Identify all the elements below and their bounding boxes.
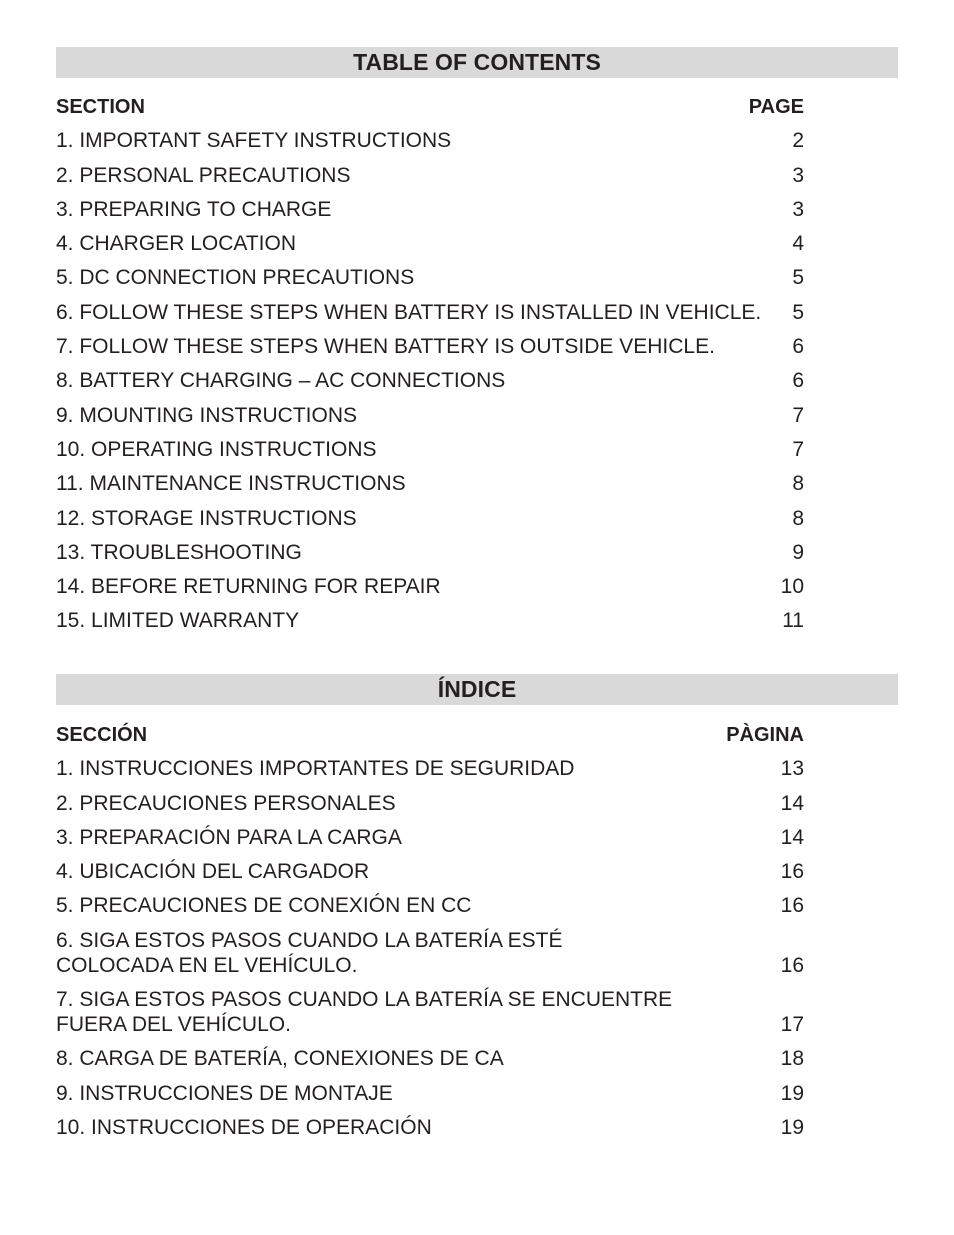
toc-header-row [56, 95, 804, 119]
toc-entry-page: 18 [780, 1047, 804, 1071]
table-of-contents-english [56, 47, 898, 633]
toc-entry[interactable] [56, 1081, 804, 1106]
indice-title-banner [56, 674, 898, 705]
toc-entry-title: 14. BEFORE RETURNING FOR REPAIR [56, 575, 441, 599]
toc-entry-page: 10 [780, 575, 804, 599]
toc-entry-title-line: 7. SIGA ESTOS PASOS CUANDO LA BATERÍA SE ENCUENTRE [56, 988, 673, 1012]
toc-entry-title: 12. STORAGE INSTRUCTIONS [56, 506, 357, 530]
toc-entry-page: 6 [792, 369, 804, 393]
toc-entry-page: 16 [780, 860, 804, 884]
toc-entry-title-line: FUERA DEL VEHÍCULO. [56, 1013, 291, 1037]
indice-title: ÍNDICE [437, 676, 517, 702]
toc-entry[interactable] [56, 1115, 804, 1140]
toc-title: TABLE OF CONTENTS [353, 49, 601, 75]
toc-entry[interactable] [56, 265, 804, 290]
toc-entry-page: 3 [792, 163, 804, 187]
toc-title-banner [56, 47, 898, 78]
toc-entry-page: 17 [780, 1013, 804, 1037]
toc-entry-title: 5. PRECAUCIONES DE CONEXIÓN EN CC [56, 894, 472, 918]
toc-entry[interactable] [56, 928, 804, 978]
section-column-header: SECCIÓN [56, 724, 148, 746]
toc-entry-title: 11. MAINTENANCE INSTRUCTIONS [56, 472, 406, 496]
toc-entry-title: 15. LIMITED WARRANTY [56, 609, 300, 633]
toc-entry[interactable] [56, 197, 804, 222]
toc-entry[interactable] [56, 540, 804, 565]
toc-entry-page: 6 [792, 335, 804, 359]
toc-entry[interactable] [56, 825, 804, 850]
toc-entry[interactable] [56, 163, 804, 188]
toc-entry[interactable] [56, 608, 804, 633]
toc-entry-page: 7 [792, 403, 804, 427]
toc-entry-page: 3 [792, 197, 804, 221]
page-column-header: PAGE [748, 96, 804, 118]
toc-entry[interactable] [56, 987, 804, 1037]
toc-entry-title: 5. DC CONNECTION PRECAUTIONS [56, 266, 415, 290]
toc-entry-page: 16 [780, 953, 804, 977]
toc-entry-page: 7 [792, 437, 804, 461]
toc-entry[interactable] [56, 1046, 804, 1071]
toc-entry-page: 8 [792, 506, 804, 530]
page-column-header: PÀGINA [726, 724, 804, 746]
indice-header-row [56, 723, 804, 747]
toc-entry[interactable] [56, 506, 804, 531]
toc-entry[interactable] [56, 368, 804, 393]
toc-entry-page: 5 [792, 266, 804, 290]
toc-entry[interactable] [56, 756, 804, 781]
toc-entry-title: 8. CARGA DE BATERÍA, CONEXIONES DE CA [56, 1047, 504, 1071]
toc-entry-page: 14 [780, 825, 804, 849]
toc-entry-title: 10. OPERATING INSTRUCTIONS [56, 437, 377, 461]
toc-entry-title: 10. INSTRUCCIONES DE OPERACIÓN [56, 1115, 432, 1139]
toc-entry-title: 1. IMPORTANT SAFETY INSTRUCTIONS [56, 129, 452, 153]
toc-entry[interactable] [56, 574, 804, 599]
toc-entry-page: 19 [780, 1115, 804, 1139]
toc-entry[interactable] [56, 128, 804, 153]
toc-entry-page: 16 [780, 894, 804, 918]
toc-entry-title: 4. UBICACIÓN DEL CARGADOR [56, 860, 370, 884]
section-column-header: SECTION [56, 96, 145, 118]
toc-entry-title: 2. PERSONAL PRECAUTIONS [56, 163, 351, 187]
toc-entry[interactable] [56, 859, 804, 884]
toc-entry-title: 9. MOUNTING INSTRUCTIONS [56, 403, 358, 427]
toc-entry-title [56, 928, 777, 978]
toc-entry-page: 2 [792, 129, 804, 153]
toc-entry-page: 5 [792, 300, 804, 324]
toc-entry-title: 6. FOLLOW THESE STEPS WHEN BATTERY IS INSTALLED IN VEHICLE. [56, 300, 762, 324]
toc-entry-title: 13. TROUBLESHOOTING [56, 540, 302, 564]
toc-entry-page: 9 [792, 540, 804, 564]
toc-entry-title-line: 6. SIGA ESTOS PASOS CUANDO LA BATERÍA ESTÉ [56, 928, 563, 952]
toc-entry-title: 4. CHARGER LOCATION [56, 232, 296, 256]
toc-entry[interactable] [56, 791, 804, 816]
toc-entry[interactable] [56, 334, 804, 359]
toc-entry-title: 3. PREPARACIÓN PARA LA CARGA [56, 825, 402, 849]
toc-entry-title-line: COLOCADA EN EL VEHÍCULO. [56, 953, 358, 977]
toc-entry-page: 4 [792, 232, 804, 256]
toc-entry[interactable] [56, 471, 804, 496]
toc-entry[interactable] [56, 231, 804, 256]
toc-entry-page: 13 [780, 757, 804, 781]
toc-entry[interactable] [56, 403, 804, 428]
toc-entry-page: 11 [782, 609, 804, 633]
toc-entry[interactable] [56, 893, 804, 918]
toc-entry-title [56, 987, 777, 1037]
table-of-contents-spanish [56, 674, 898, 1140]
toc-entry[interactable] [56, 437, 804, 462]
toc-entry-title: 3. PREPARING TO CHARGE [56, 197, 332, 221]
toc-entry-title: 1. INSTRUCCIONES IMPORTANTES DE SEGURIDAD [56, 757, 575, 781]
toc-entry-title: 9. INSTRUCCIONES DE MONTAJE [56, 1081, 393, 1105]
toc-entry-title: 8. BATTERY CHARGING – AC CONNECTIONS [56, 369, 506, 393]
toc-entry-page: 14 [780, 791, 804, 815]
toc-entry[interactable] [56, 300, 804, 325]
toc-entry-page: 19 [780, 1081, 804, 1105]
toc-entry-title: 2. PRECAUCIONES PERSONALES [56, 791, 396, 815]
toc-entry-page: 8 [792, 472, 804, 496]
toc-entry-title: 7. FOLLOW THESE STEPS WHEN BATTERY IS OUTSIDE VEHICLE. [56, 335, 715, 359]
